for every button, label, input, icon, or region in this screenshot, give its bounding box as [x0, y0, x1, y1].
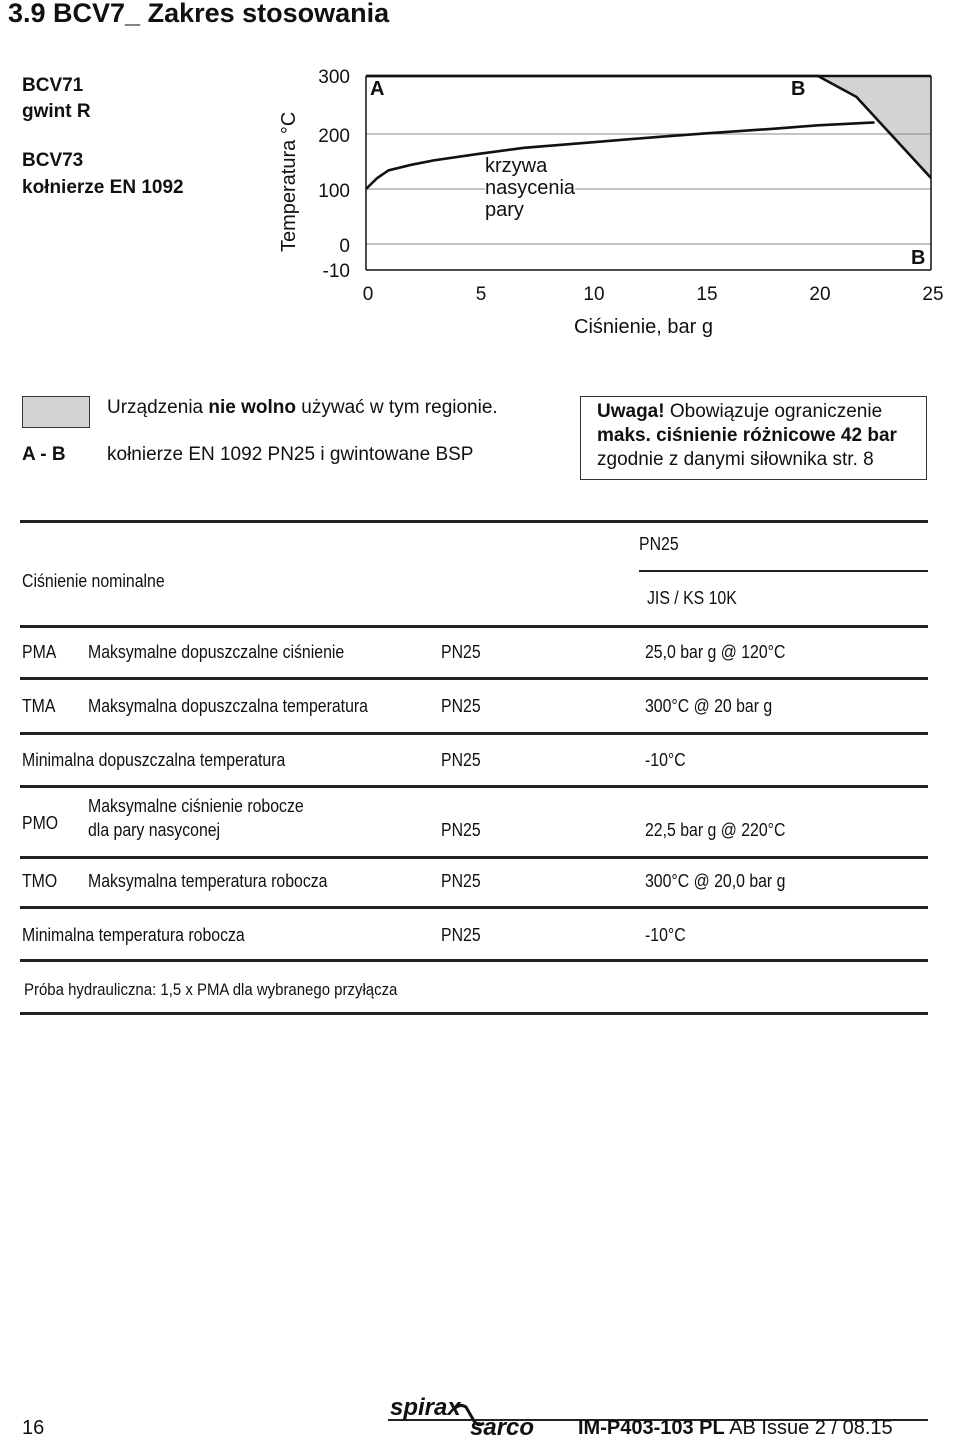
y-tick-0: 0: [339, 236, 350, 257]
hydraulic-test-note: Próba hydrauliczna: 1,5 x PMA dla wybranego przyłącza: [24, 980, 398, 999]
row-min-allowable-temp-rating: PN25: [441, 750, 481, 770]
legend-gray-text-1: Urządzenia: [107, 397, 209, 418]
row-tma-rating: PN25: [441, 696, 481, 716]
y-tick-100: 100: [318, 181, 350, 202]
product-1-connection: gwint R: [22, 101, 91, 122]
warning-note: [580, 396, 927, 480]
x-tick-25: 25: [922, 284, 944, 305]
temperature-pressure-chart: [0, 0, 960, 340]
legend-gray-swatch: [22, 396, 90, 428]
legend-gray-text-bold: nie wolno: [208, 397, 296, 418]
y-tick-300: 300: [318, 67, 350, 88]
row-pma-value: 25,0 bar g @ 120°C: [645, 642, 786, 662]
row-pma-code: PMA: [22, 642, 57, 662]
curve-label: [485, 155, 575, 221]
chart-label-b-bottom: B: [911, 247, 926, 269]
row-tmo-desc: Maksymalna temperatura robocza: [88, 871, 328, 891]
y-tick-minus10: -10: [322, 261, 350, 282]
y-tick-200: 200: [318, 126, 350, 147]
table-rule: [20, 677, 928, 680]
boundary-line-a-b: [366, 76, 931, 178]
x-tick-0: 0: [362, 284, 374, 305]
curve-label-line-2: nasycenia: [485, 177, 576, 199]
row-min-allowable-temp-desc: Minimalna dopuszczalna temperatura: [22, 750, 286, 770]
chart-label-b-top: B: [791, 78, 806, 100]
x-tick-5: 5: [475, 284, 487, 305]
row-min-allowable-temp-value: -10°C: [645, 750, 686, 770]
legend-gray-text-2: używać w tym regionie.: [296, 397, 498, 418]
table-bottom-rule: [20, 1012, 928, 1015]
table-rule: [20, 856, 928, 859]
chart-x-axis-label: Ciśnienie, bar g: [574, 316, 713, 338]
row-pmo-desc-2: dla pary nasyconej: [88, 820, 221, 840]
row-tma-code: TMA: [22, 696, 56, 716]
row-pma-desc: Maksymalne dopuszczalne ciśnienie: [88, 642, 345, 662]
row-pmo-desc: Maksymalne ciśnienie robocze: [88, 796, 304, 816]
x-tick-20: 20: [809, 284, 831, 305]
spirax-sarco-logo: [388, 1393, 568, 1443]
curve-label-line-3: pary: [485, 199, 524, 221]
row-tma-desc: Maksymalna dopuszczalna temperatura: [88, 696, 368, 716]
table-top-rule: [20, 520, 928, 523]
note-bold-limit: maks. ciśnienie różnicowe 42 bar: [597, 425, 897, 446]
nominal-divider: [639, 570, 928, 572]
nominal-jis: JIS / KS 10K: [647, 588, 737, 608]
row-tmo-rating: PN25: [441, 871, 481, 891]
note-text-2: zgodnie z danymi siłownika str. 8: [597, 449, 874, 470]
table-rule: [20, 906, 928, 909]
nominal-pn25: PN25: [639, 534, 679, 554]
chart-y-axis-label: Temperatura °C: [278, 111, 300, 252]
row-tmo-code: TMO: [22, 871, 58, 891]
row-pmo-value: 22,5 bar g @ 220°C: [645, 820, 786, 840]
curve-label-line-1: krzywa: [485, 155, 548, 177]
legend-ab-label: A - B: [22, 444, 66, 465]
legend-ab-text: kołnierze EN 1092 PN25 i gwintowane BSP: [107, 444, 474, 465]
x-tick-10: 10: [583, 284, 605, 305]
page-number: 16: [22, 1417, 45, 1439]
product-1-name: BCV71: [22, 75, 84, 96]
row-pmo-code: PMO: [22, 813, 59, 833]
restricted-region: [818, 76, 931, 178]
row-tmo-value: 300°C @ 20,0 bar g: [645, 871, 786, 891]
product-2-name: BCV73: [22, 150, 84, 171]
row-tma-value: 300°C @ 20 bar g: [645, 696, 773, 716]
product-2-connection: kołnierze EN 1092: [22, 177, 184, 198]
note-text-1: Obowiązuje ograniczenie: [664, 401, 883, 422]
row-min-operating-temp-desc: Minimalna temperatura robocza: [22, 925, 245, 945]
legend-gray-text: [107, 397, 498, 419]
row-pma-rating: PN25: [441, 642, 481, 662]
nominal-pressure-label: Ciśnienie nominalne: [22, 571, 165, 591]
logo-sarco: sarco: [470, 1414, 535, 1438]
table-rule: [20, 732, 928, 735]
chart-gridlines: [366, 76, 931, 244]
x-tick-15: 15: [696, 284, 718, 305]
page-title: 3.9 BCV7_ Zakres stosowania: [8, 0, 390, 28]
chart-label-a: A: [370, 78, 385, 100]
table-rule: [20, 959, 928, 962]
note-warning-label: Uwaga!: [597, 401, 665, 422]
row-min-operating-temp-rating: PN25: [441, 925, 481, 945]
doc-code: IM-P403-103 PL: [578, 1417, 725, 1439]
row-min-operating-temp-value: -10°C: [645, 925, 686, 945]
table-rule: [20, 625, 928, 628]
document-reference: [578, 1417, 893, 1440]
table-rule: [20, 785, 928, 788]
doc-issue: AB Issue 2 / 08.15: [724, 1417, 893, 1439]
logo-spirax: spirax: [390, 1394, 461, 1421]
saturation-curve: [366, 122, 875, 189]
row-pmo-rating: PN25: [441, 820, 481, 840]
